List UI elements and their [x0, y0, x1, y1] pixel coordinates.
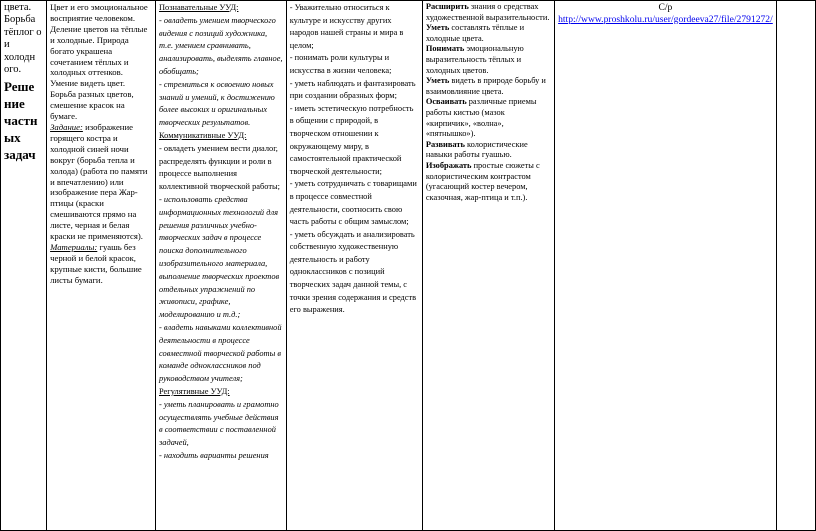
empty-cell — [776, 1, 815, 531]
meta-item: - уметь планировать и грамотно осуществлять учебные действия в соответствии с поставленной задачей, — [159, 399, 279, 448]
resource-link[interactable]: http://www.proshkolu.ru/user/gordeeva27/file/2791272/ — [558, 14, 773, 25]
personal-item: - Уважительно относиться к культуре и искусству других народов нашей страны и мира в целом; — [289, 3, 404, 50]
personal-item: - уметь сотрудничать с товарищами в процессе совместной деятельности, соотносить свою часть работы с общим замыслом; — [289, 179, 417, 227]
materials-paragraph — [50, 242, 152, 286]
subject-verb: Расширить — [425, 2, 469, 11]
subject-item — [426, 44, 551, 76]
subject-item — [426, 161, 551, 203]
subject-item — [426, 2, 551, 23]
subject-verb: Осваивать — [425, 97, 467, 107]
stage-line-struggle: Борьба тёплог о и холодн ого. — [4, 14, 42, 76]
subject-text: составлять тёплые и холодные цвета. — [425, 23, 525, 43]
task-text: изображение горящего костра и холодной синей ночи вокруг (борьба тепла и холода) (работа по памяти и впечатлению) или изображение пера Жар-птицы (краски смешиваются прямо на листе, черная и белая краски не применяются). — [50, 121, 148, 242]
stage-title: Реше ние частн ых задач — [4, 79, 38, 163]
subject-text: видеть в природе борьбу и взаимовлияние цвета. — [425, 76, 546, 96]
cognitive-heading: Познавательные УУД: — [159, 3, 239, 12]
subject-text: знания о средствах художественной выразительности. — [425, 2, 550, 22]
meta-item: - стремиться к освоению новых знаний и умений, к достижению более высоких и оригинальных творческих результатов. — [159, 79, 275, 128]
personal-item: - уметь наблюдать и фантазировать при создании образных форм; — [289, 78, 416, 101]
subject-item — [426, 76, 551, 97]
communicative-heading: Коммуникативные УУД: — [159, 130, 247, 140]
meta-skills-cell — [156, 1, 287, 531]
subject-item — [426, 23, 551, 44]
subject-results-cell — [422, 1, 554, 531]
personal-results-cell — [286, 1, 422, 531]
materials-label: Материалы: — [50, 241, 98, 252]
meta-item: - овладеть умением вести диалог, распределять функции и роли в процессе выполнения коллективной творческой работы; — [159, 143, 280, 192]
regulatory-heading: Регулятивные УУД: — [159, 386, 230, 396]
resources-title: С/р — [658, 2, 673, 13]
meta-item: - использовать средства информационных технологий для решения различных учебно-творческих задач в процессе поиска дополнительного изобразительного материала, выполнение творческих проектов отдельных упражнений по живописи, графике, моделированию и т.д.; — [159, 194, 280, 320]
subject-verb: Изображать — [425, 160, 472, 170]
meta-item: - находить варианты решения — [159, 450, 269, 460]
subject-verb: Развивать — [425, 139, 465, 149]
subject-text: различные приемы работы кистью (мазок «кирпичик», «волна», «пятнышко»). — [425, 97, 537, 139]
subject-text: колористические навыки работы гуашью. — [425, 139, 528, 160]
stage-cell — [1, 1, 47, 531]
resources-cell — [555, 1, 777, 531]
content-cell — [47, 1, 156, 531]
subject-item — [426, 140, 551, 161]
table-row — [1, 1, 816, 531]
personal-item: - понимать роли культуры и искусства в жизни человека; — [289, 53, 392, 75]
subject-text: эмоциональную выразительность тёплых и холодных цветов. — [425, 44, 524, 75]
meta-item: - овладеть умением творческого видения с позиций художника, т.е. умением сравнивать, анализировать, выделять главное, обобщать; — [159, 15, 283, 76]
materials-text: гуашь без черной и белой красок, крупные кисти, большие листы бумаги. — [50, 241, 142, 285]
subject-verb: Уметь — [425, 76, 450, 86]
stage-line-color: цвета. — [4, 2, 32, 13]
subject-text: простые сюжеты с колористическим контрастом (угасающий костер вечером, сказочная, жар-птица и т.п.). — [425, 160, 540, 202]
personal-item: - иметь эстетическую потребность в общении с природой, в творческом отношении к окружающему миру, в самостоятельной практической творческой деятельности; — [289, 103, 414, 176]
subject-item — [426, 97, 551, 139]
meta-item: - владеть навыками коллективной деятельности в процессе совместной творческой работы в команде одноклассников под руководством учителя; — [159, 322, 282, 384]
subject-verb: Уметь — [425, 23, 450, 33]
content-paragraph: Цвет и его эмоциональное восприятие человеком. Деление цветов на тёплые и холодные. Природа богато украшена сочетанием тёплых и холодных оттенков. Умение видеть цвет. Борьба разных цветов, смешение красок на бумаге. — [50, 2, 148, 122]
task-paragraph — [50, 122, 152, 242]
personal-item: - уметь обсуждать и анализировать собственную художественную деятельность и работу одноклассников с позиций творческих задач данной темы, с точки зрения содержания и средств его выражения. — [289, 229, 417, 315]
subject-verb: Понимать — [425, 44, 465, 54]
task-label: Задание: — [50, 121, 83, 132]
